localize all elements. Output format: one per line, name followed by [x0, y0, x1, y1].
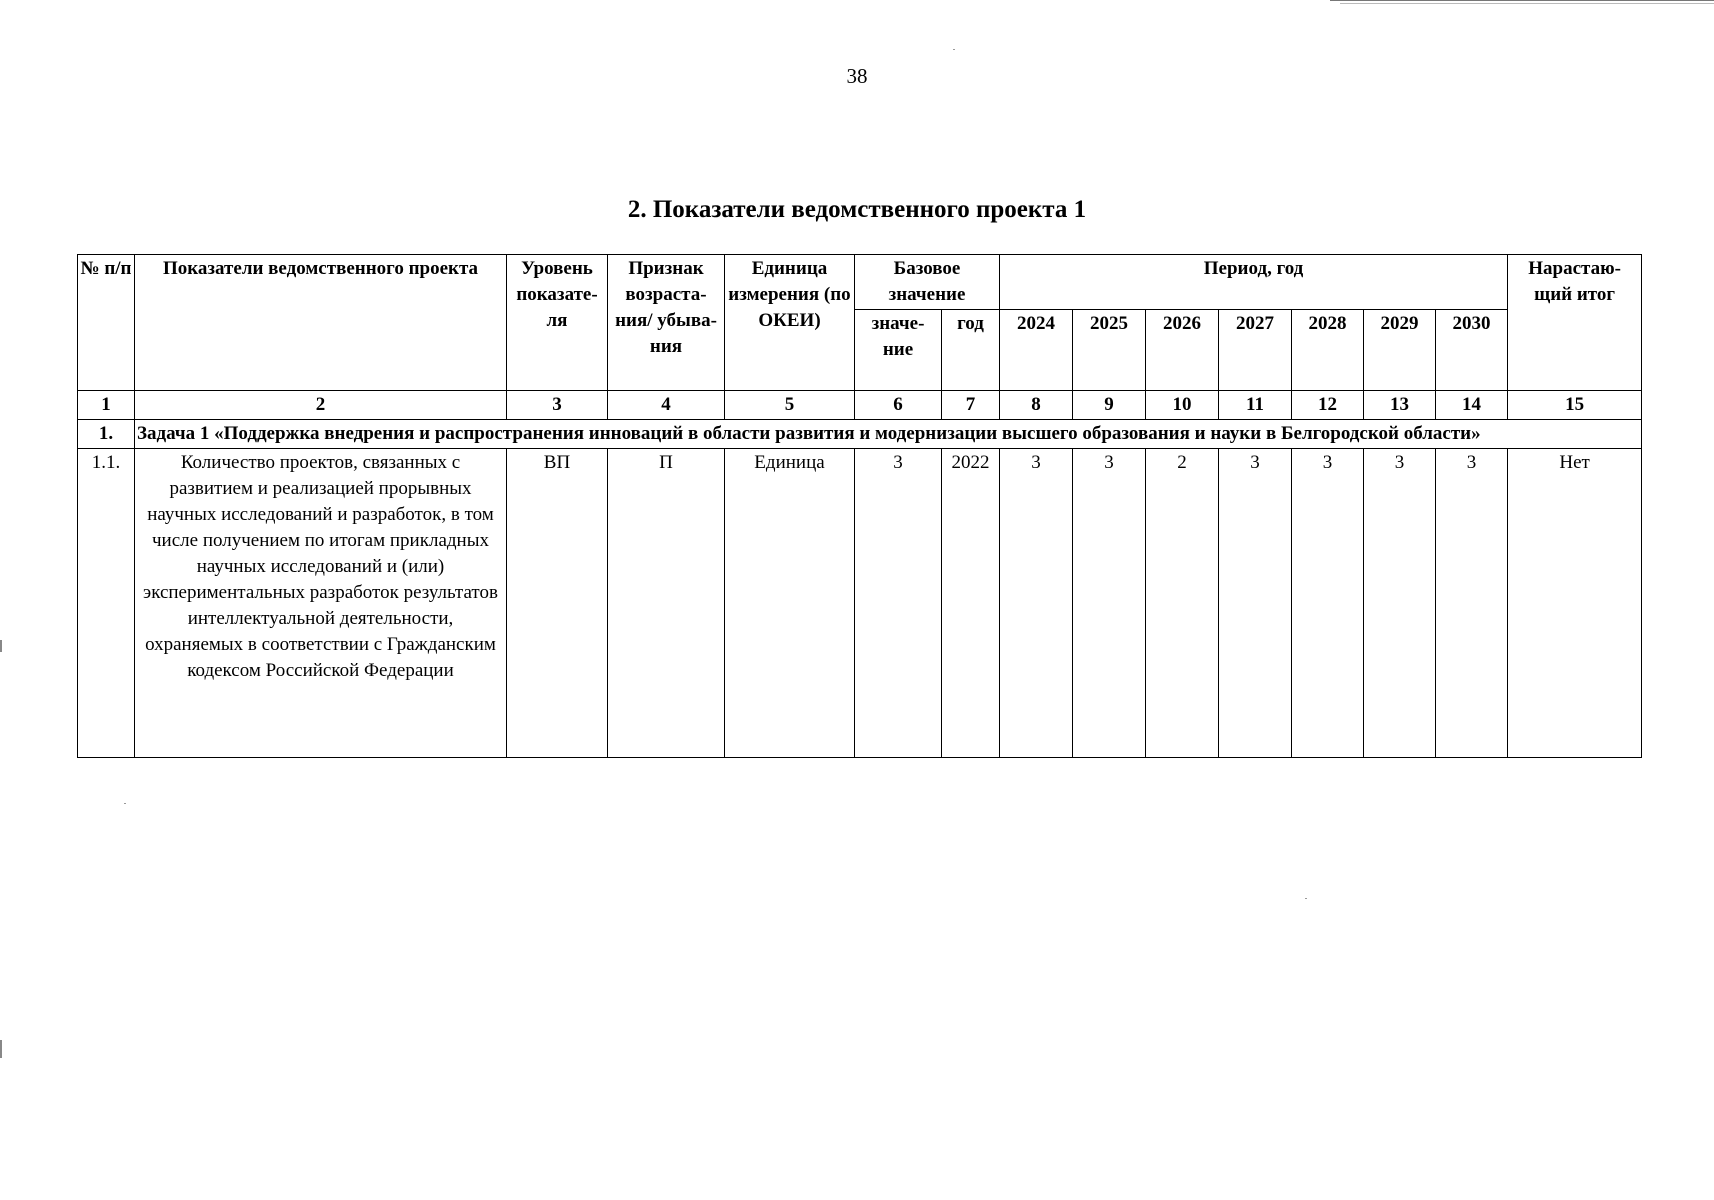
header-period: Период, год: [1000, 255, 1508, 310]
column-number: 11: [1219, 391, 1292, 420]
column-number: 9: [1073, 391, 1146, 420]
scan-edge-mark: [0, 640, 2, 652]
cumulative-value: Нет: [1508, 449, 1642, 758]
task-text: Задача 1 «Поддержка внедрения и распространения инноваций в области развития и модернизации высшего образования и науки в Белгородской области»: [135, 420, 1642, 449]
base-year: 2022: [942, 449, 1000, 758]
header-base-year: год: [942, 310, 1000, 391]
header-year: 2028: [1292, 310, 1364, 391]
top-edge-rule: [1330, 0, 1714, 1]
column-number: 10: [1146, 391, 1219, 420]
column-number-row: [78, 391, 1642, 420]
header-trend: Признак возраста-ния/ убыва-ния: [608, 255, 725, 391]
column-number: 8: [1000, 391, 1073, 420]
indicators-table: [77, 254, 1642, 758]
header-level: Уровень показате-ля: [507, 255, 608, 391]
header-unit: Единица измерения (по ОКЕИ): [725, 255, 855, 391]
year-value: 3: [1292, 449, 1364, 758]
header-base: Базовое значение: [855, 255, 1000, 310]
column-number: 12: [1292, 391, 1364, 420]
scan-speck: [1305, 898, 1307, 899]
header-year: 2027: [1219, 310, 1292, 391]
year-value: 3: [1000, 449, 1073, 758]
year-value: 3: [1364, 449, 1436, 758]
header-cumulative: Нарастаю-щий итог: [1508, 255, 1642, 391]
header-num: № п/п: [78, 255, 135, 391]
year-value: 2: [1146, 449, 1219, 758]
header-year: 2029: [1364, 310, 1436, 391]
column-number: 1: [78, 391, 135, 420]
column-number: 6: [855, 391, 942, 420]
header-base-value: значе-ние: [855, 310, 942, 391]
page-number: 38: [846, 64, 868, 88]
scan-speck: [953, 49, 955, 50]
year-value: 3: [1219, 449, 1292, 758]
column-number: 7: [942, 391, 1000, 420]
task-row: [78, 420, 1642, 449]
header-year: 2030: [1436, 310, 1508, 391]
indicator-unit: Единица: [725, 449, 855, 758]
header-indicator: Показатели ведомственного проекта: [135, 255, 507, 391]
header-year: 2026: [1146, 310, 1219, 391]
column-number: 14: [1436, 391, 1508, 420]
scan-speck: [124, 803, 126, 804]
header-year: 2025: [1073, 310, 1146, 391]
column-number: 13: [1364, 391, 1436, 420]
indicator-trend: П: [608, 449, 725, 758]
column-number: 4: [608, 391, 725, 420]
indicator-row: [78, 449, 1642, 758]
column-number: 2: [135, 391, 507, 420]
base-value: 3: [855, 449, 942, 758]
scan-edge-mark: [0, 1040, 2, 1058]
top-edge-rule-secondary: [1340, 3, 1714, 4]
header-row-top: [78, 255, 1642, 310]
column-number: 3: [507, 391, 608, 420]
row-number: 1.1.: [78, 449, 135, 758]
section-title: 2. Показатели ведомственного проекта 1: [627, 196, 1087, 223]
task-number: 1.: [78, 420, 135, 449]
indicator-level: ВП: [507, 449, 608, 758]
header-year: 2024: [1000, 310, 1073, 391]
column-number: 5: [725, 391, 855, 420]
column-number: 15: [1508, 391, 1642, 420]
year-value: 3: [1436, 449, 1508, 758]
indicator-name: Количество проектов, связанных с развитием и реализацией прорывных научных исследований и разработок, в том числе получением по итогам прикладных научных исследований и (или) экспериментальных разработок результатов интеллектуальной деятельности, охраняемых в соответствии с Гражданским кодексом Российской Федерации: [135, 449, 507, 758]
year-value: 3: [1073, 449, 1146, 758]
